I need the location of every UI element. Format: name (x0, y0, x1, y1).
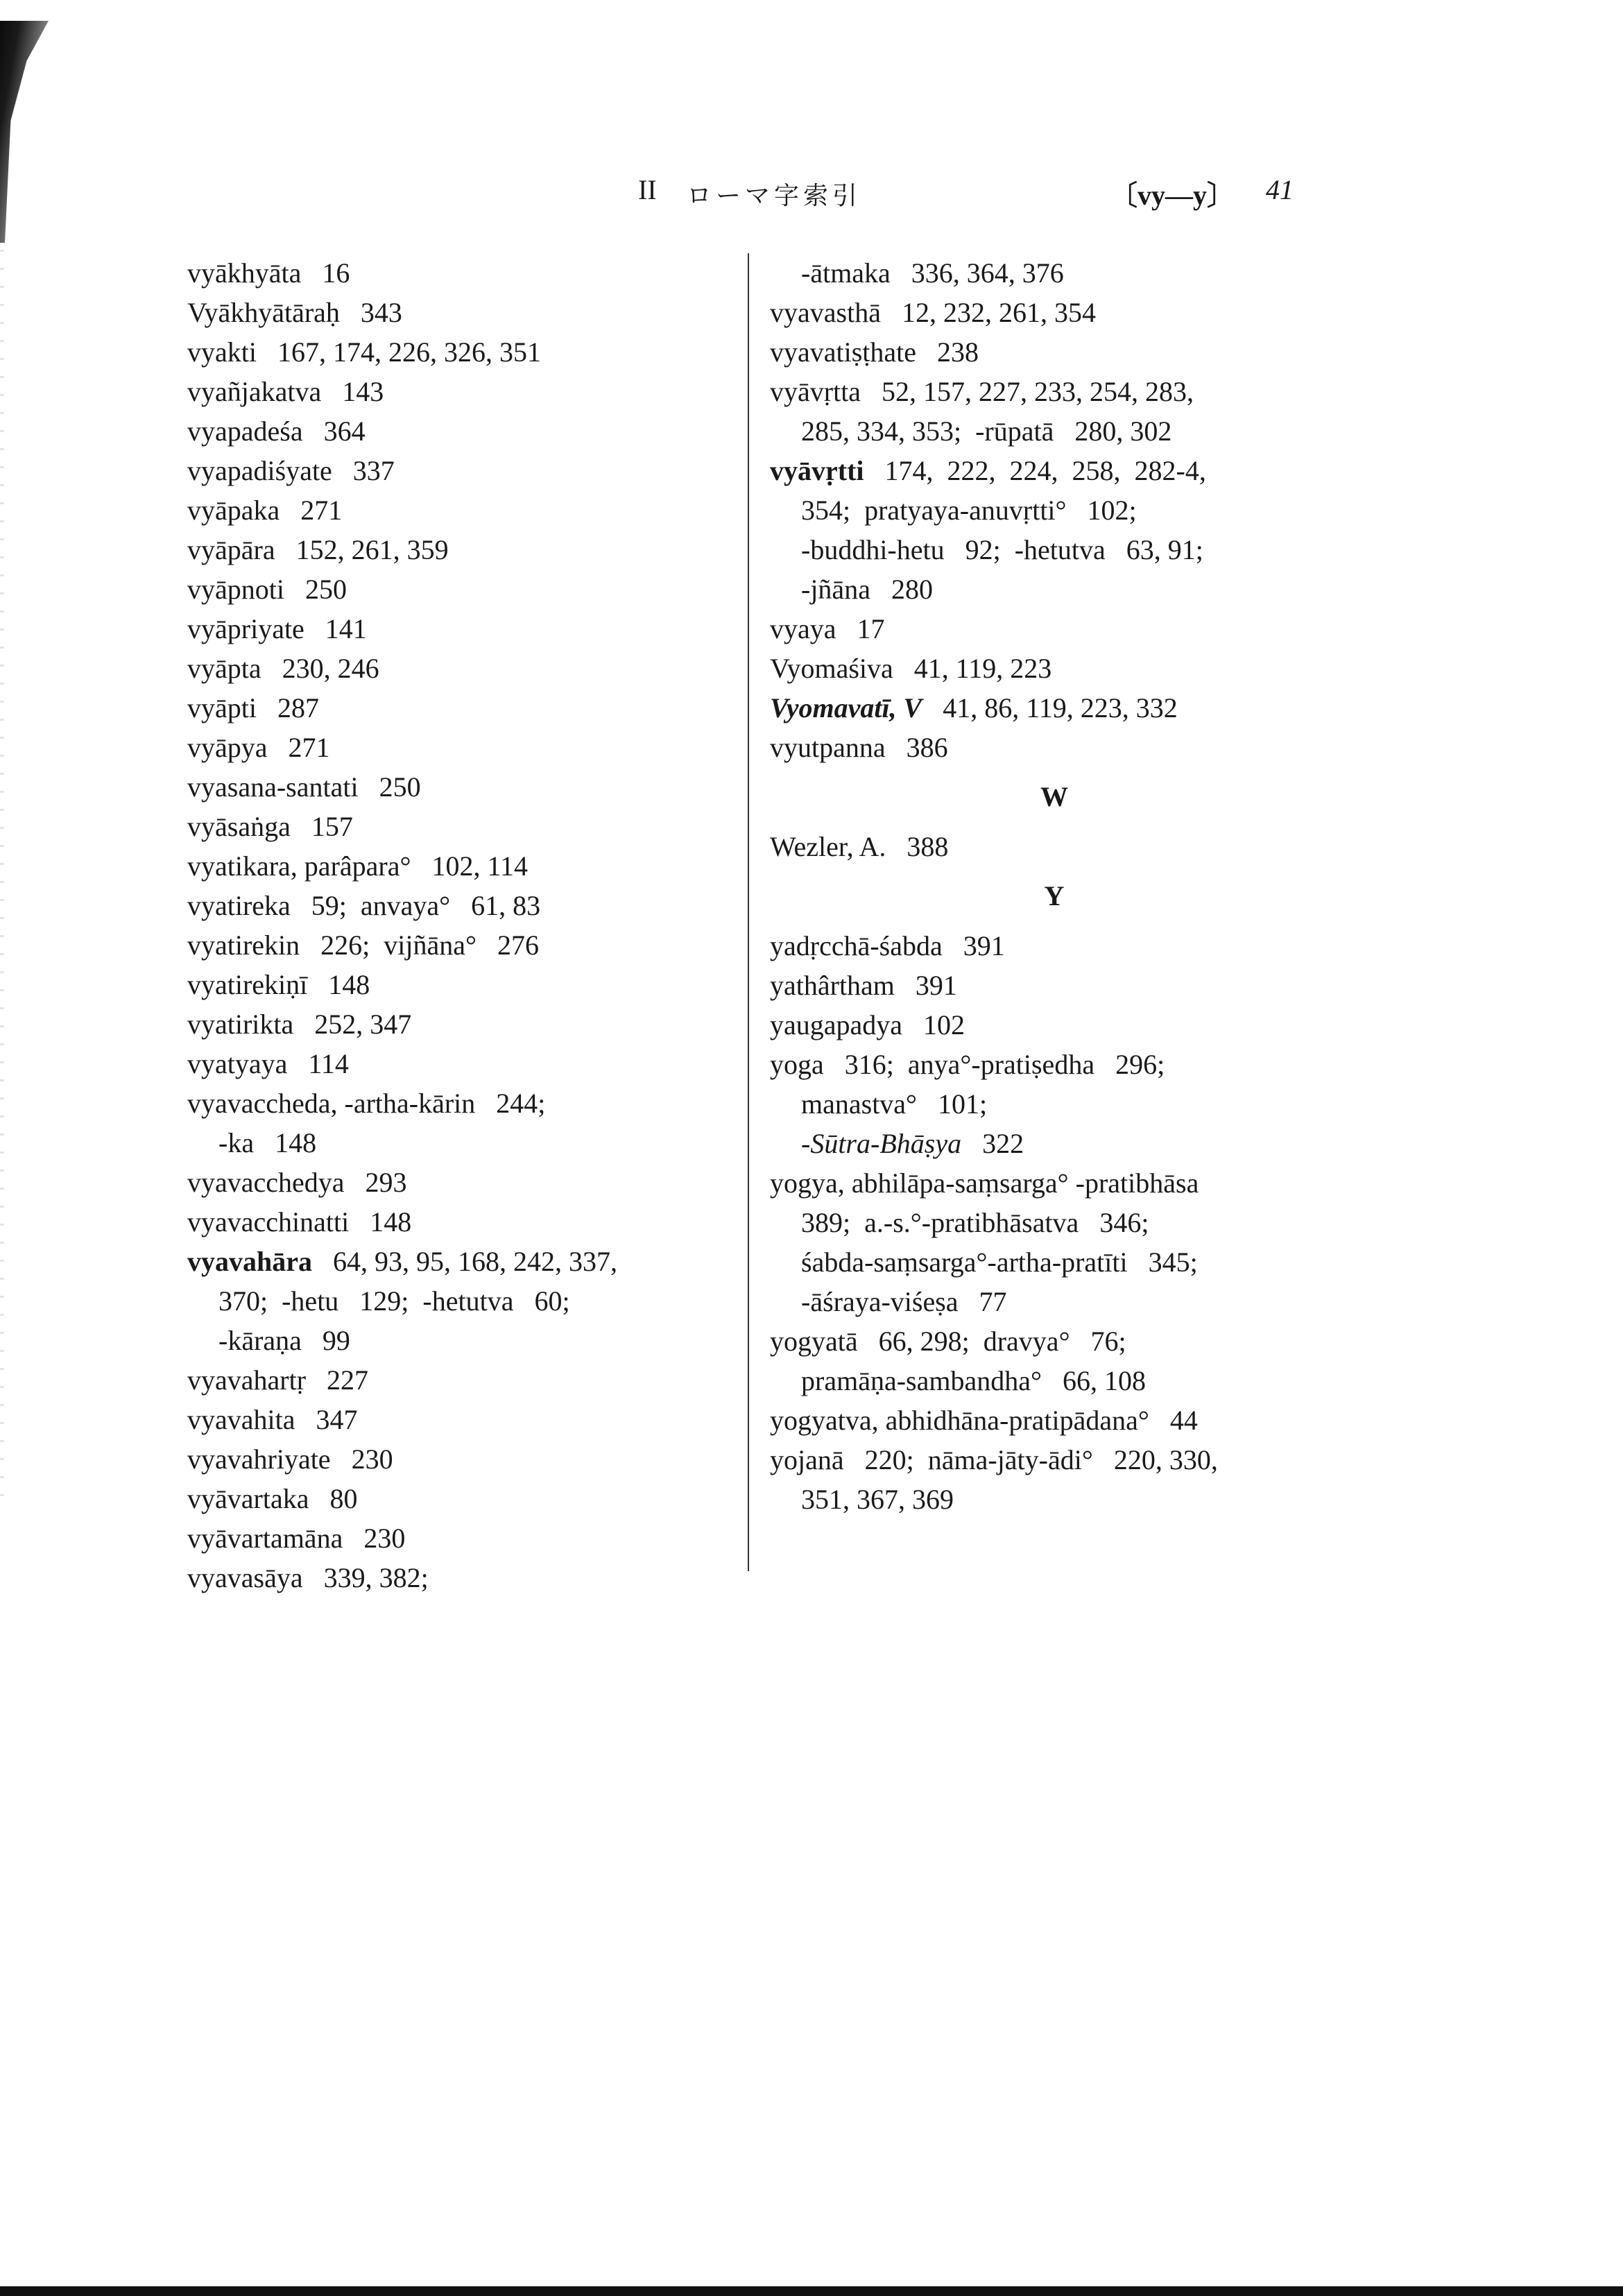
page-header (0, 173, 1623, 215)
index-page-refs: 41, 86, 119, 223, 332 (922, 692, 1178, 723)
index-headword: -Sūtra-Bhāṣya (801, 1128, 962, 1159)
index-entry: vyañjakatva 143 (187, 376, 384, 407)
index-entry: vyavahriyate 230 (187, 1443, 393, 1475)
index-entry: vyavahita 347 (187, 1404, 358, 1435)
index-page-refs: 322 (961, 1128, 1024, 1159)
index-continuation-line: -buddhi-hetu 92; -hetutva 63, 91; (801, 534, 1203, 565)
index-entry: vyakti 167, 174, 226, 326, 351 (187, 336, 541, 368)
index-entry: Vyākhyātāraḥ 343 (187, 297, 402, 328)
index-entry: vyāpya 271 (187, 732, 330, 763)
index-headword: vyāvṛtti (770, 455, 864, 486)
index-page-refs: 64, 93, 95, 168, 242, 337, (312, 1246, 617, 1277)
index-column-left (187, 253, 742, 1597)
index-entry: vyavacchinatti 148 (187, 1206, 412, 1237)
index-entry: vyāpaka 271 (187, 495, 343, 526)
index-entry: yadṛcchā-śabda 391 (770, 930, 1005, 961)
index-entry: vyavacchedya 293 (187, 1167, 407, 1198)
index-entry: vyavasthā 12, 232, 261, 354 (770, 297, 1096, 328)
index-entry: vyatirikta 252, 347 (187, 1009, 412, 1040)
scan-edge-specks (0, 250, 4, 1498)
scan-bottom-edge (0, 2286, 1623, 2296)
index-entry: vyāvṛtta 52, 157, 227, 233, 254, 283, (770, 376, 1194, 407)
index-entry: vyāsaṅga 157 (187, 811, 353, 842)
index-column-right (770, 253, 1339, 1519)
index-entry: vyāpāra 152, 261, 359 (187, 534, 449, 565)
header-range: 〔vy—y〕 (1110, 180, 1235, 211)
index-continuation-line: -ātmaka 336, 364, 376 (801, 257, 1064, 289)
index-entry: vyāpnoti 250 (187, 574, 347, 605)
header-section: II (638, 174, 657, 205)
index-entry: yogya, abhilāpa-saṃsarga° -pratibhāsa (770, 1167, 1199, 1199)
index-entry: vyāvartamāna 230 (187, 1523, 406, 1554)
index-continuation-line: 285, 334, 353; -rūpatā 280, 302 (801, 415, 1172, 447)
index-entry: yaugapadya 102 (770, 1009, 965, 1040)
index-entry: yogyatva, abhidhāna-pratipādana° 44 (770, 1405, 1198, 1436)
index-entry (187, 1242, 742, 1281)
page-number: 41 (1266, 174, 1294, 205)
index-continuation-line: -jñāna 280 (801, 574, 933, 605)
index-headword: vyavahāra (187, 1246, 312, 1277)
index-entry: vyākhyāta 16 (187, 257, 350, 289)
index-entry: vyavahartṛ 227 (187, 1364, 369, 1396)
index-entry (770, 451, 1339, 490)
index-entry: vyapadiśyate 337 (187, 455, 395, 486)
index-entry: Vyomaśiva 41, 119, 223 (770, 653, 1052, 684)
index-continuation-line (770, 1124, 1339, 1163)
index-entry: vyāvartaka 80 (187, 1483, 358, 1514)
index-continuation-line: 354; pratyaya-anuvṛtti° 102; (801, 495, 1137, 526)
index-entry: vyatirekiṇī 148 (187, 969, 370, 1000)
index-continuation-line: -ka 148 (218, 1127, 317, 1158)
index-continuation-line: -āśraya-viśeṣa 77 (801, 1286, 1007, 1317)
index-entry (770, 688, 1339, 728)
index-entry: vyatikara, parâpara° 102, 114 (187, 850, 528, 882)
index-continuation-line: 370; -hetu 129; -hetutva 60; (218, 1285, 570, 1317)
index-continuation-line: 351, 367, 369 (801, 1484, 954, 1515)
index-page-refs: 174, 222, 224, 258, 282-4, (864, 455, 1206, 486)
index-entry: vyavatiṣṭhate 238 (770, 336, 979, 368)
index-entry: vyasana-santati 250 (187, 771, 421, 803)
index-entry: yojanā 220; nāma-jāty-ādi° 220, 330, (770, 1444, 1218, 1475)
index-continuation-line: śabda-saṃsarga°-artha-pratīti 345; (801, 1246, 1198, 1278)
index-continuation-line: pramāṇa-sambandha° 66, 108 (801, 1365, 1146, 1396)
index-entry: Wezler, A. 388 (770, 831, 949, 862)
index-entry: vyatyaya 114 (187, 1048, 349, 1079)
index-entry: vyutpanna 386 (770, 732, 948, 763)
index-entry: vyāpti 287 (187, 692, 319, 723)
index-entry: yogyatā 66, 298; dravya° 76; (770, 1326, 1126, 1357)
index-entry: yoga 316; anya°-pratiṣedha 296; (770, 1049, 1165, 1080)
index-letter-heading: Y (1044, 880, 1065, 911)
index-entry: vyapadeśa 364 (187, 415, 366, 447)
index-entry: vyavasāya 339, 382; (187, 1562, 429, 1593)
index-entry: yathârtham 391 (770, 970, 957, 1001)
index-headword: Vyomavatī, V (770, 692, 922, 723)
index-continuation-line: 389; a.-s.°-pratibhāsatva 346; (801, 1207, 1149, 1238)
index-entry: vyāpriyate 141 (187, 613, 367, 644)
header-title: ローマ字索引 (687, 182, 862, 210)
index-entry: vyavaccheda, -artha-kārin 244; (187, 1088, 546, 1119)
column-divider (748, 253, 749, 1571)
index-entry: vyatireka 59; anvaya° 61, 83 (187, 890, 541, 921)
index-continuation-line: manastva° 101; (801, 1088, 988, 1120)
index-continuation-line: -kāraṇa 99 (218, 1325, 350, 1356)
index-entry: vyāpta 230, 246 (187, 653, 379, 684)
index-entry: vyaya 17 (770, 613, 885, 644)
index-letter-heading: W (1040, 781, 1068, 812)
index-entry: vyatirekin 226; vijñāna° 276 (187, 929, 540, 961)
